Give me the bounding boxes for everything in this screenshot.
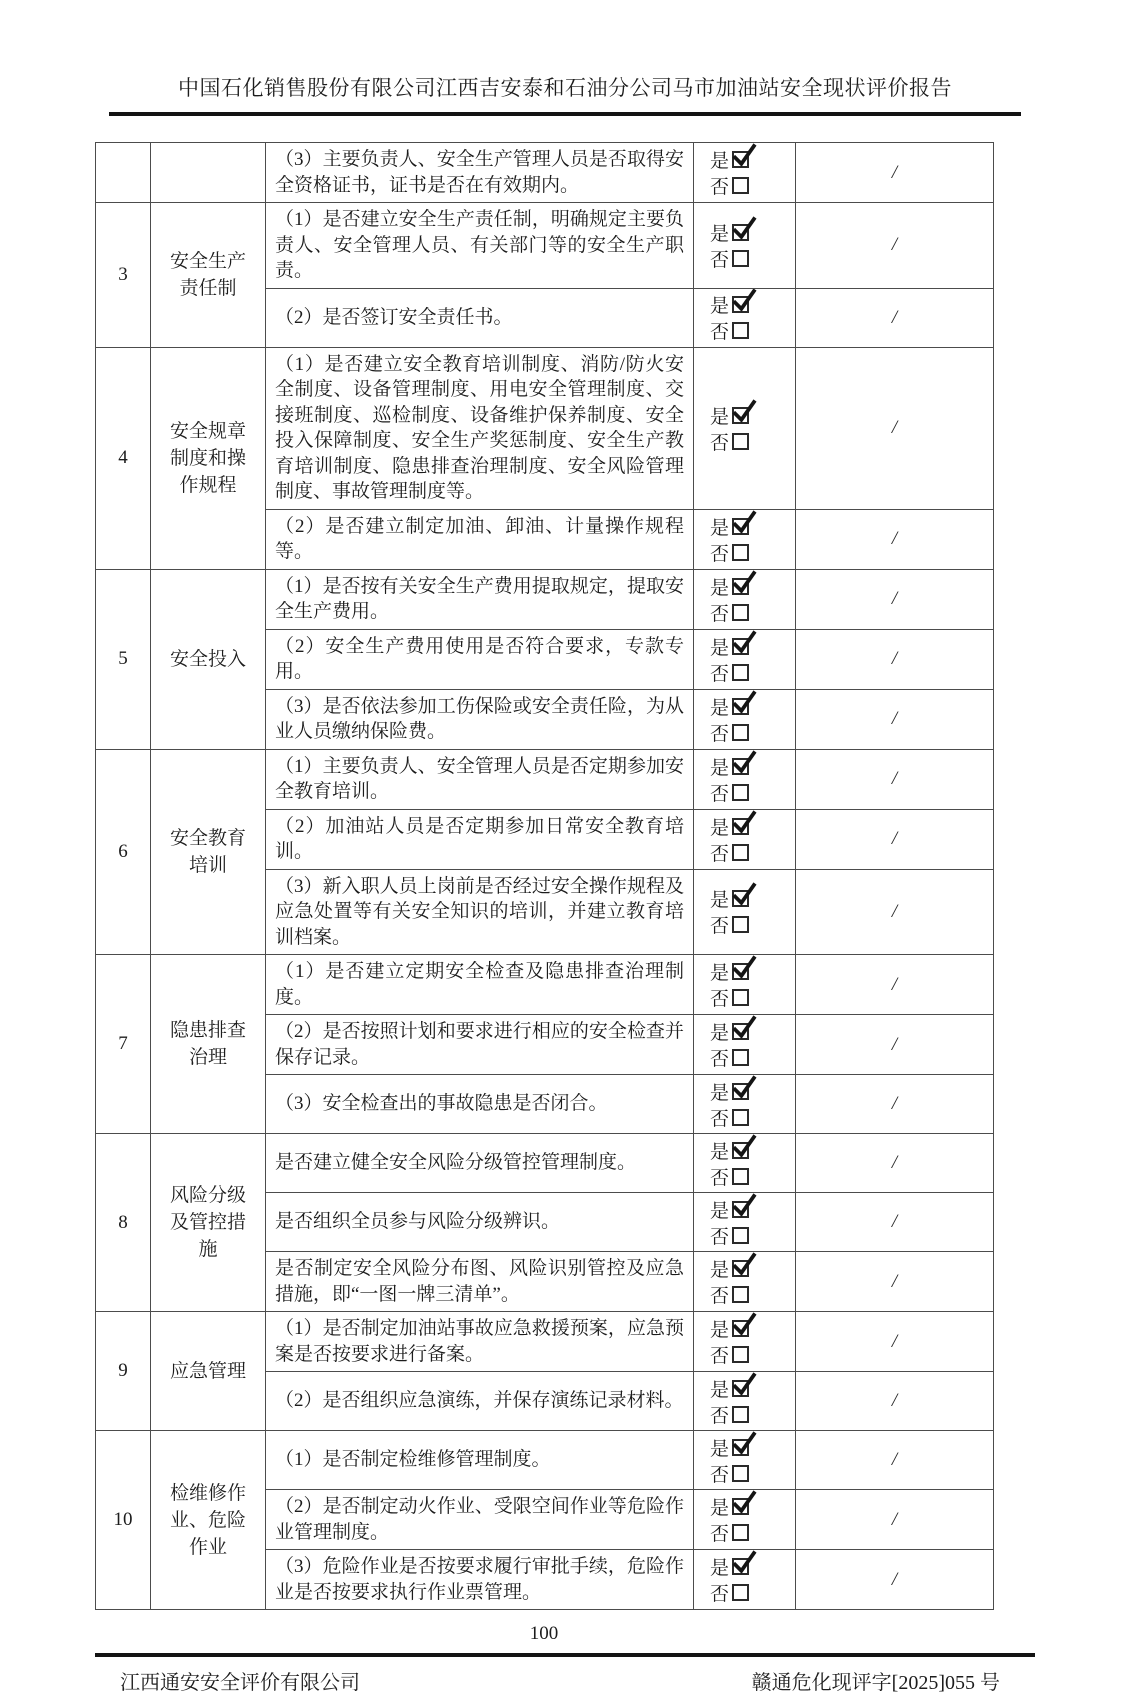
- check-item-text: （1）是否建立定期安全检查及隐患排查治理制度。: [266, 955, 694, 1015]
- checkbox-unchecked-icon[interactable]: [732, 1168, 749, 1185]
- checkbox-checked-icon[interactable]: [732, 151, 749, 168]
- check-item-text: （2）是否组织应急演练，并保存演练记录材料。: [266, 1372, 694, 1431]
- yes-label: 是: [710, 1141, 730, 1163]
- table-row: [96, 569, 994, 629]
- remark-cell: /: [796, 1550, 994, 1610]
- no-label: 否: [710, 663, 730, 685]
- remark-cell: /: [796, 809, 994, 869]
- checkbox-checked-icon[interactable]: [732, 638, 749, 655]
- checkbox-checked-icon[interactable]: [732, 518, 749, 535]
- yes-label: 是: [710, 1200, 730, 1222]
- yes-label: 是: [710, 1260, 730, 1281]
- checkbox-checked-icon[interactable]: [732, 1439, 749, 1456]
- yes-label: 是: [710, 406, 730, 428]
- checkbox-unchecked-icon[interactable]: [732, 724, 749, 741]
- yes-no-cell: [694, 1490, 796, 1550]
- checkbox-checked-icon[interactable]: [732, 1023, 749, 1040]
- yes-no-cell: [694, 869, 796, 955]
- checkbox-checked-icon[interactable]: [732, 1142, 749, 1159]
- table-row: [96, 955, 994, 1015]
- remark-cell: /: [796, 1372, 994, 1431]
- check-item-text: （3）新入职人员上岗前是否经过安全操作规程及应急处置等有关安全知识的培训，并建立教育培训档案。: [266, 869, 694, 955]
- checkbox-unchecked-icon[interactable]: [732, 1524, 749, 1541]
- checkbox-unchecked-icon[interactable]: [732, 1584, 749, 1601]
- no-label: 否: [710, 1286, 730, 1307]
- checkbox-unchecked-icon[interactable]: [732, 250, 749, 267]
- check-item-text: （3）危险作业是否按要求履行审批手续，危险作业是否按要求执行作业票管理。: [266, 1550, 694, 1610]
- no-label: 否: [710, 543, 730, 565]
- checkbox-unchecked-icon[interactable]: [732, 1049, 749, 1066]
- yes-label: 是: [710, 151, 730, 172]
- row-number: [96, 143, 151, 203]
- check-item-text: （2）是否签订安全责任书。: [266, 288, 694, 347]
- no-label: 否: [710, 322, 730, 343]
- yes-no-cell: [694, 955, 796, 1015]
- category-cell: 应急管理: [151, 1312, 266, 1431]
- checkbox-checked-icon[interactable]: [732, 1380, 749, 1397]
- row-number: 6: [96, 749, 151, 955]
- table-row: [96, 1312, 994, 1372]
- yes-no-cell: [694, 1550, 796, 1610]
- remark-cell: /: [796, 1075, 994, 1134]
- remark-cell: /: [796, 689, 994, 749]
- yes-label: 是: [710, 223, 730, 245]
- checkbox-checked-icon[interactable]: [732, 1260, 749, 1277]
- no-label: 否: [710, 1464, 730, 1486]
- yes-label: 是: [710, 1320, 730, 1341]
- yes-no-cell: [694, 347, 796, 509]
- remark-cell: /: [796, 1312, 994, 1372]
- no-label: 否: [710, 1405, 730, 1427]
- no-label: 否: [710, 1167, 730, 1189]
- yes-label: 是: [710, 1379, 730, 1401]
- checkbox-checked-icon[interactable]: [732, 758, 749, 775]
- check-item-text: （3）是否依法参加工伤保险或安全责任险，为从业人员缴纳保险费。: [266, 689, 694, 749]
- check-item-text: （1）主要负责人、安全管理人员是否定期参加安全教育培训。: [266, 749, 694, 809]
- safety-checklist-table: [95, 142, 994, 1610]
- category-cell: 安全规章制度和操作规程: [151, 347, 266, 569]
- yes-no-cell: [694, 1252, 796, 1312]
- yes-label: 是: [710, 1498, 730, 1519]
- no-label: 否: [710, 432, 730, 454]
- check-item-text: 是否建立健全安全风险分级管控管理制度。: [266, 1134, 694, 1193]
- table-row: [96, 749, 994, 809]
- checkbox-unchecked-icon[interactable]: [732, 1227, 749, 1244]
- yes-no-cell: [694, 569, 796, 629]
- check-item-text: （1）是否建立安全生产责任制，明确规定主要负责人、安全管理人员、有关部门等的安全生产职责。: [266, 203, 694, 289]
- no-label: 否: [710, 1049, 730, 1070]
- checkbox-checked-icon[interactable]: [732, 1201, 749, 1218]
- checkbox-checked-icon[interactable]: [732, 1320, 749, 1337]
- footer-company: 江西通安安全评价有限公司: [120, 1672, 360, 1694]
- table-row: [96, 143, 994, 203]
- no-label: 否: [710, 1584, 730, 1605]
- footer-doc-number: 赣通危化现评字[2025]055 号: [751, 1672, 1000, 1694]
- row-number: 7: [96, 955, 151, 1134]
- yes-label: 是: [710, 296, 730, 317]
- row-number: 10: [96, 1431, 151, 1610]
- checkbox-unchecked-icon[interactable]: [732, 1286, 749, 1303]
- yes-label: 是: [710, 1558, 730, 1579]
- page-number: 100: [529, 1623, 559, 1644]
- yes-no-cell: [694, 629, 796, 689]
- remark-cell: /: [796, 1252, 994, 1312]
- table-row: [96, 203, 994, 289]
- checkbox-checked-icon[interactable]: [732, 818, 749, 835]
- yes-no-cell: [694, 143, 796, 203]
- category-cell: 安全教育培训: [151, 749, 266, 955]
- remark-cell: /: [796, 347, 994, 509]
- no-label: 否: [710, 989, 730, 1010]
- table-row: [96, 1134, 994, 1193]
- check-item-text: （2）加油站人员是否定期参加日常安全教育培训。: [266, 809, 694, 869]
- checkbox-unchecked-icon[interactable]: [732, 1346, 749, 1363]
- yes-label: 是: [710, 517, 730, 539]
- yes-label: 是: [710, 577, 730, 599]
- checkbox-checked-icon[interactable]: [732, 578, 749, 595]
- row-number: 5: [96, 569, 151, 749]
- checkbox-unchecked-icon[interactable]: [732, 544, 749, 561]
- yes-no-cell: [694, 689, 796, 749]
- checkbox-unchecked-icon[interactable]: [732, 1465, 749, 1482]
- row-number: 8: [96, 1134, 151, 1312]
- remark-cell: /: [796, 869, 994, 955]
- category-cell: 隐患排查治理: [151, 955, 266, 1134]
- row-number: 9: [96, 1312, 151, 1431]
- remark-cell: /: [796, 749, 994, 809]
- category-cell: 安全生产责任制: [151, 203, 266, 348]
- no-label: 否: [710, 1226, 730, 1248]
- yes-no-cell: [694, 1312, 796, 1372]
- checkbox-unchecked-icon[interactable]: [732, 604, 749, 621]
- remark-cell: /: [796, 509, 994, 569]
- checkbox-unchecked-icon[interactable]: [732, 177, 749, 194]
- remark-cell: /: [796, 1490, 994, 1550]
- checkbox-unchecked-icon[interactable]: [732, 433, 749, 450]
- row-number: 3: [96, 203, 151, 348]
- checkbox-checked-icon[interactable]: [732, 296, 749, 313]
- yes-label: 是: [710, 1082, 730, 1104]
- category-cell: 风险分级及管控措施: [151, 1134, 266, 1312]
- yes-no-cell: [694, 288, 796, 347]
- yes-label: 是: [710, 963, 730, 984]
- checkbox-checked-icon[interactable]: [732, 1498, 749, 1515]
- remark-cell: /: [796, 629, 994, 689]
- remark-cell: /: [796, 1193, 994, 1252]
- no-label: 否: [710, 603, 730, 625]
- checkbox-checked-icon[interactable]: [732, 224, 749, 241]
- page-title: 中国石化销售股份有限公司江西吉安泰和石油分公司马市加油站安全现状评价报告: [178, 76, 952, 100]
- checkbox-checked-icon[interactable]: [732, 1083, 749, 1100]
- category-cell: 检维修作业、危险作业: [151, 1431, 266, 1610]
- no-label: 否: [710, 916, 730, 938]
- no-label: 否: [710, 1524, 730, 1545]
- footer: [120, 1657, 1000, 1695]
- check-item-text: （1）是否制定加油站事故应急救援预案，应急预案是否按要求进行备案。: [266, 1312, 694, 1372]
- checkbox-unchecked-icon[interactable]: [732, 664, 749, 681]
- yes-no-cell: [694, 1431, 796, 1490]
- check-item-text: 是否制定安全风险分布图、风险识别管控及应急措施，即“一图一牌三清单”。: [266, 1252, 694, 1312]
- yes-label: 是: [710, 637, 730, 659]
- yes-label: 是: [710, 1023, 730, 1044]
- check-item-text: （1）是否按有关安全生产费用提取规定，提取安全生产费用。: [266, 569, 694, 629]
- check-item-text: （2）是否制定动火作业、受限空间作业等危险作业管理制度。: [266, 1490, 694, 1550]
- checkbox-unchecked-icon[interactable]: [732, 1406, 749, 1423]
- yes-label: 是: [710, 890, 730, 912]
- no-label: 否: [710, 1108, 730, 1130]
- yes-no-cell: [694, 1134, 796, 1193]
- checkbox-unchecked-icon[interactable]: [732, 1109, 749, 1126]
- checkbox-checked-icon[interactable]: [732, 407, 749, 424]
- row-number: 4: [96, 347, 151, 569]
- check-item-text: （3）安全检查出的事故隐患是否闭合。: [266, 1075, 694, 1134]
- remark-cell: /: [796, 288, 994, 347]
- remark-cell: /: [796, 1431, 994, 1490]
- yes-label: 是: [710, 1438, 730, 1460]
- yes-no-cell: [694, 1015, 796, 1075]
- checkbox-checked-icon[interactable]: [732, 1558, 749, 1575]
- yes-label: 是: [710, 817, 730, 839]
- table-row: [96, 1431, 994, 1490]
- remark-cell: /: [796, 1134, 994, 1193]
- check-item-text: （2）安全生产费用使用是否符合要求，专款专用。: [266, 629, 694, 689]
- checkbox-unchecked-icon[interactable]: [732, 989, 749, 1006]
- remark-cell: /: [796, 143, 994, 203]
- yes-label: 是: [710, 697, 730, 719]
- check-item-text: （3）主要负责人、安全生产管理人员是否取得安全资格证书，证书是否在有效期内。: [266, 143, 694, 203]
- check-item-text: （2）是否建立制定加油、卸油、计量操作规程等。: [266, 509, 694, 569]
- remark-cell: /: [796, 955, 994, 1015]
- table-row: [96, 347, 994, 509]
- no-label: 否: [710, 249, 730, 271]
- checkbox-unchecked-icon[interactable]: [732, 916, 749, 933]
- checkbox-checked-icon[interactable]: [732, 890, 749, 907]
- no-label: 否: [710, 843, 730, 865]
- remark-cell: /: [796, 203, 994, 289]
- yes-no-cell: [694, 1372, 796, 1431]
- yes-no-cell: [694, 203, 796, 289]
- check-item-text: （1）是否制定检维修管理制度。: [266, 1431, 694, 1490]
- checkbox-unchecked-icon[interactable]: [732, 844, 749, 861]
- yes-no-cell: [694, 1193, 796, 1252]
- yes-no-cell: [694, 509, 796, 569]
- no-label: 否: [710, 177, 730, 198]
- checkbox-unchecked-icon[interactable]: [732, 784, 749, 801]
- category-cell: 安全投入: [151, 569, 266, 749]
- no-label: 否: [710, 1346, 730, 1367]
- yes-no-cell: [694, 749, 796, 809]
- no-label: 否: [710, 783, 730, 805]
- check-item-text: 是否组织全员参与风险分级辨识。: [266, 1193, 694, 1252]
- no-label: 否: [710, 723, 730, 745]
- checkbox-unchecked-icon[interactable]: [732, 322, 749, 339]
- check-item-text: （1）是否建立安全教育培训制度、消防/防火安全制度、设备管理制度、用电安全管理制度、交接班制度、巡检制度、设备维护保养制度、安全投入保障制度、安全生产奖惩制度、安全生产教育培训制度、隐患排查治理制度、安全风险管理制度、事故管理制度等。: [266, 347, 694, 509]
- category-cell: [151, 143, 266, 203]
- check-item-text: （2）是否按照计划和要求进行相应的安全检查并保存记录。: [266, 1015, 694, 1075]
- header-rule: [109, 112, 1021, 116]
- checkbox-checked-icon[interactable]: [732, 698, 749, 715]
- remark-cell: /: [796, 1015, 994, 1075]
- yes-no-cell: [694, 1075, 796, 1134]
- remark-cell: /: [796, 569, 994, 629]
- checkbox-checked-icon[interactable]: [732, 963, 749, 980]
- yes-label: 是: [710, 757, 730, 779]
- yes-no-cell: [694, 809, 796, 869]
